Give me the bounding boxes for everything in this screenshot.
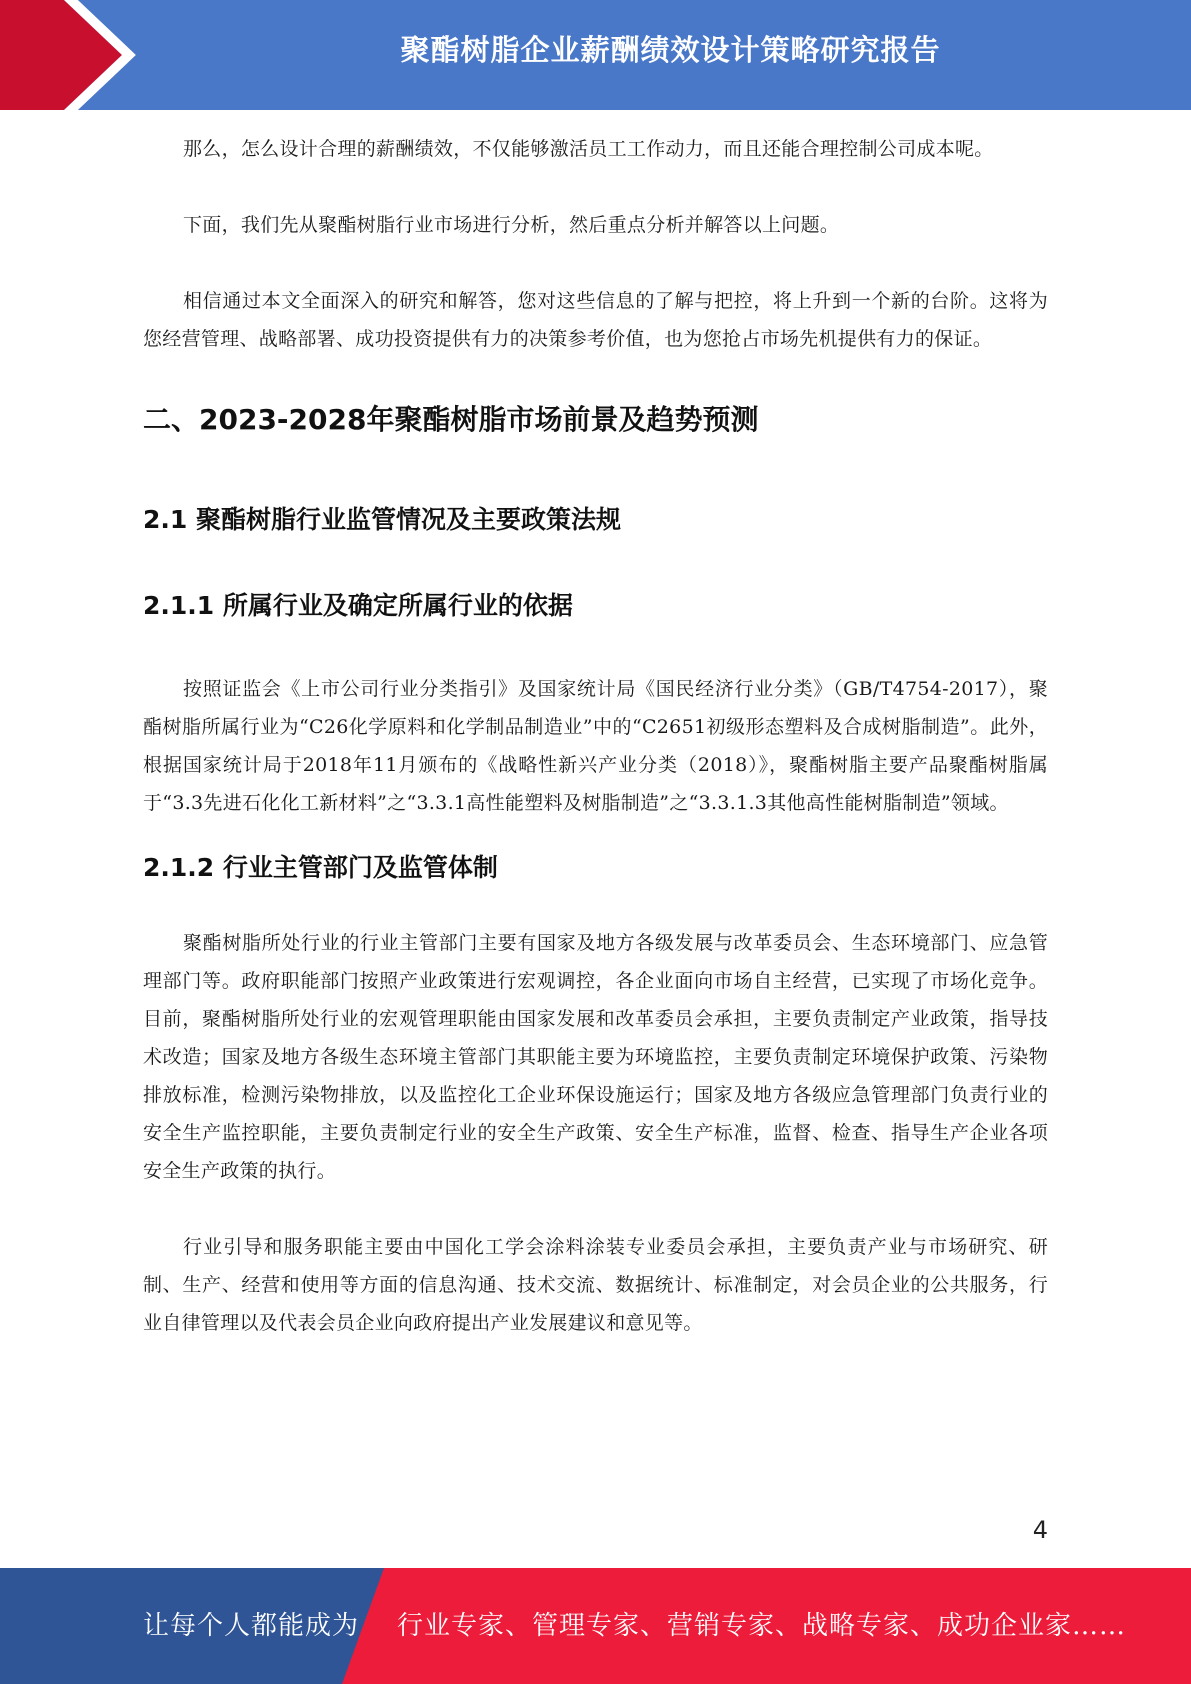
section-heading-2: 二、2023-2028年聚酯树脂市场前景及趋势预测 xyxy=(143,403,759,436)
paragraph-industry-guidance: 行业引导和服务职能主要由中国化工学会涂料涂装专业委员会承担，主要负责产业与市场研究、研制、生产、经营和使用等方面的信息沟通、技术交流、数据统计、标准制定，对会员企业的公共服务，行业自律管理以及代表会员企业向政府提出产业发展建议和意见等。 xyxy=(143,1236,1048,1334)
page-footer xyxy=(0,1568,1191,1684)
paragraph-intro-question: 那么，怎么设计合理的薪酬绩效，不仅能够激活员工工作动力，而且还能合理控制公司成本呢。 xyxy=(183,138,994,160)
document-body xyxy=(143,130,1048,1342)
footer-slogan-right: 行业专家、管理专家、营销专家、战略专家、成功企业家…… xyxy=(397,1611,1127,1641)
section-heading-2-1-2: 2.1.2 行业主管部门及监管体制 xyxy=(143,853,498,882)
paragraph-analysis-plan: 下面，我们先从聚酯树脂行业市场进行分析，然后重点分析并解答以上问题。 xyxy=(183,214,840,236)
header-arrow-decoration xyxy=(0,0,150,110)
paragraph-value-statement: 相信通过本文全面深入的研究和解答，您对这些信息的了解与把控，将上升到一个新的台阶。这将为您经营管理、战略部署、成功投资提供有力的决策参考价值，也为您抢占市场先机提供有力的保证。 xyxy=(143,290,1048,350)
section-heading-2-1: 2.1 聚酯树脂行业监管情况及主要政策法规 xyxy=(143,505,621,534)
paragraph-industry-classification: 按照证监会《上市公司行业分类指引》及国家统计局《国民经济行业分类》（GB/T4754-2017），聚酯树脂所属行业为“C26化学原料和化学制品制造业”中的“C2651初级形态塑料及合成树脂制造”。此外，根据国家统计局于2018年11月颁布的《战略性新兴产业分类（2018）》，聚酯树脂主要产品聚酯树脂属于“3.3先进石化化工新材料”之“3.3.1高性能塑料及树脂制造”之“3.3.1.3其他高性能树脂制造”领域。 xyxy=(143,678,1048,814)
page-header xyxy=(0,0,1191,110)
report-title: 聚酯树脂企业薪酬绩效设计策略研究报告 xyxy=(400,33,941,67)
page-number: 4 xyxy=(1032,1516,1048,1544)
section-heading-2-1-1: 2.1.1 所属行业及确定所属行业的依据 xyxy=(143,591,573,620)
footer-slogan-left: 让每个人都能成为 xyxy=(143,1611,360,1641)
paragraph-regulatory-departments: 聚酯树脂所处行业的行业主管部门主要有国家及地方各级发展与改革委员会、生态环境部门、应急管理部门等。政府职能部门按照产业政策进行宏观调控，各企业面向市场自主经营，已实现了市场化竞争。目前，聚酯树脂所处行业的宏观管理职能由国家发展和改革委员会承担，主要负责制定产业政策，指导技术改造；国家及地方各级生态环境主管部门其职能主要为环境监控，主要负责制定环境保护政策、污染物排放标准，检测污染物排放，以及监控化工企业环保设施运行；国家及地方各级应急管理部门负责行业的安全生产监控职能，主要负责制定行业的安全生产政策、安全生产标准，监督、检查、指导生产企业各项安全生产政策的执行。 xyxy=(143,932,1048,1182)
